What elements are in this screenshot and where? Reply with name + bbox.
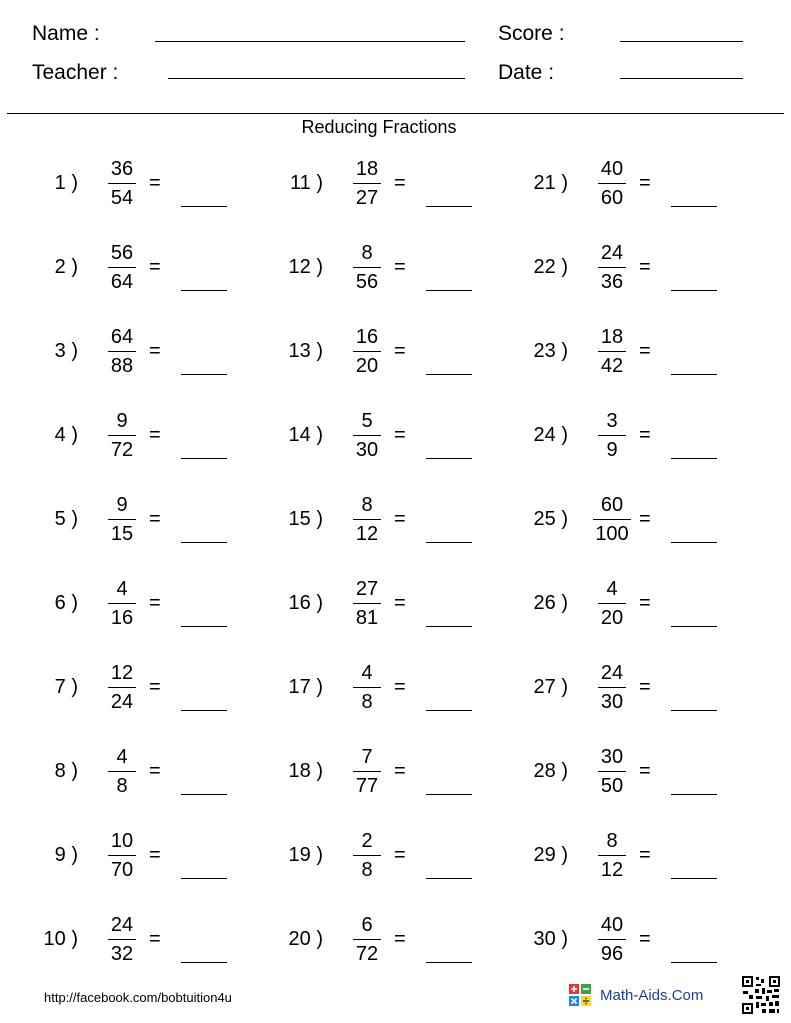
problem-item (38, 323, 258, 383)
fraction (98, 575, 146, 632)
fraction-denominator: 9 (606, 439, 618, 461)
equals-sign: = (149, 928, 161, 950)
worksheet-title: Reducing Fractions (301, 117, 457, 137)
fraction-denominator: 54 (110, 187, 134, 209)
fraction (588, 743, 636, 800)
answer-blank[interactable] (181, 458, 227, 459)
fraction-numerator: 7 (361, 746, 373, 768)
fraction-numerator: 4 (116, 746, 128, 768)
fraction-denominator: 16 (110, 607, 134, 629)
problem-number: 6 ) (54, 592, 78, 614)
equals-sign: = (639, 760, 651, 782)
problem-number: 30 ) (533, 928, 568, 950)
problem-item (528, 239, 748, 299)
answer-blank[interactable] (181, 878, 227, 879)
date-field-line[interactable] (620, 78, 743, 79)
date-label: Date : (498, 61, 555, 84)
fraction (343, 743, 391, 800)
fraction-denominator: 64 (110, 271, 134, 293)
problem-number: 15 ) (288, 508, 323, 530)
answer-blank[interactable] (181, 962, 227, 963)
problem-item (283, 239, 503, 299)
fraction-numerator: 64 (110, 326, 134, 348)
problem-number: 21 ) (533, 172, 568, 194)
fraction (588, 575, 636, 632)
answer-blank[interactable] (671, 878, 717, 879)
problem-item (283, 743, 503, 803)
fraction-denominator: 27 (355, 187, 379, 209)
fraction (98, 407, 146, 464)
footer-url[interactable]: http://facebook.com/bobtuition4u (44, 990, 232, 1005)
fraction-denominator: 81 (355, 607, 379, 629)
equals-sign: = (394, 676, 406, 698)
equals-sign: = (394, 508, 406, 530)
score-field-line[interactable] (620, 41, 743, 42)
equals-sign: = (639, 172, 651, 194)
fraction (588, 491, 636, 548)
problem-number: 4 ) (54, 424, 78, 446)
fraction-numerator: 4 (361, 662, 373, 684)
problem-item (528, 827, 748, 887)
answer-blank[interactable] (426, 542, 472, 543)
name-field-line[interactable] (155, 41, 465, 42)
answer-blank[interactable] (426, 458, 472, 459)
fraction (98, 491, 146, 548)
equals-sign: = (149, 676, 161, 698)
fraction-numerator: 18 (600, 326, 624, 348)
fraction (343, 659, 391, 716)
problem-number: 13 ) (288, 340, 323, 362)
fraction-denominator: 60 (600, 187, 624, 209)
fraction-numerator: 36 (110, 158, 134, 180)
fraction (588, 827, 636, 884)
answer-blank[interactable] (181, 794, 227, 795)
problem-item (38, 911, 258, 971)
problem-item (528, 491, 748, 551)
problem-number: 25 ) (533, 508, 568, 530)
fraction-denominator: 20 (600, 607, 624, 629)
equals-sign: = (394, 928, 406, 950)
problem-number: 27 ) (533, 676, 568, 698)
fraction-numerator: 9 (116, 410, 128, 432)
answer-blank[interactable] (181, 290, 227, 291)
problem-item (38, 155, 258, 215)
problem-item (528, 155, 748, 215)
fraction (588, 659, 636, 716)
equals-sign: = (149, 172, 161, 194)
equals-sign: = (639, 256, 651, 278)
problem-number: 29 ) (533, 844, 568, 866)
fraction (343, 491, 391, 548)
problem-item (38, 827, 258, 887)
problem-number: 1 ) (54, 172, 78, 194)
problem-number: 26 ) (533, 592, 568, 614)
fraction-denominator: 96 (600, 943, 624, 965)
fraction (98, 323, 146, 380)
answer-blank[interactable] (671, 374, 717, 375)
problem-item (283, 323, 503, 383)
qr-code-icon (741, 975, 781, 1015)
answer-blank[interactable] (671, 794, 717, 795)
fraction-numerator: 27 (355, 578, 379, 600)
answer-blank[interactable] (181, 206, 227, 207)
equals-sign: = (639, 508, 651, 530)
answer-blank[interactable] (426, 962, 472, 963)
fraction-numerator: 2 (361, 830, 373, 852)
answer-blank[interactable] (181, 374, 227, 375)
problem-item (283, 911, 503, 971)
name-label: Name : (32, 22, 100, 45)
fraction-numerator: 24 (600, 662, 624, 684)
fraction-denominator: 32 (110, 943, 134, 965)
problem-number: 10 ) (43, 928, 78, 950)
fraction-denominator: 36 (600, 271, 624, 293)
problem-number: 24 ) (533, 424, 568, 446)
fraction-denominator: 72 (110, 439, 134, 461)
problem-number: 8 ) (54, 760, 78, 782)
fraction-denominator: 8 (361, 691, 373, 713)
answer-blank[interactable] (181, 626, 227, 627)
answer-blank[interactable] (426, 290, 472, 291)
fraction (343, 239, 391, 296)
equals-sign: = (149, 256, 161, 278)
answer-blank[interactable] (426, 206, 472, 207)
problem-number: 17 ) (288, 676, 323, 698)
problem-item (528, 659, 748, 719)
fraction (343, 911, 391, 968)
equals-sign: = (394, 592, 406, 614)
fraction-denominator: 12 (600, 859, 624, 881)
fraction-denominator: 30 (355, 439, 379, 461)
fraction-numerator: 5 (361, 410, 373, 432)
fraction-denominator: 20 (355, 355, 379, 377)
fraction (588, 323, 636, 380)
equals-sign: = (394, 340, 406, 362)
problem-item (283, 407, 503, 467)
fraction-numerator: 10 (110, 830, 134, 852)
problem-number: 16 ) (288, 592, 323, 614)
problem-item (528, 323, 748, 383)
answer-blank[interactable] (671, 458, 717, 459)
problem-number: 5 ) (54, 508, 78, 530)
answer-blank[interactable] (426, 794, 472, 795)
answer-blank[interactable] (671, 542, 717, 543)
answer-blank[interactable] (426, 626, 472, 627)
problem-number: 7 ) (54, 676, 78, 698)
fraction-denominator: 15 (110, 523, 134, 545)
equals-sign: = (149, 592, 161, 614)
fraction-numerator: 8 (361, 242, 373, 264)
equals-sign: = (394, 844, 406, 866)
fraction-numerator: 56 (110, 242, 134, 264)
problem-number: 20 ) (288, 928, 323, 950)
equals-sign: = (149, 844, 161, 866)
equals-sign: = (639, 592, 651, 614)
fraction-denominator: 56 (355, 271, 379, 293)
answer-blank[interactable] (671, 206, 717, 207)
fraction-denominator: 24 (110, 691, 134, 713)
equals-sign: = (639, 844, 651, 866)
fraction-denominator: 30 (600, 691, 624, 713)
problem-item (283, 155, 503, 215)
problem-number: 14 ) (288, 424, 323, 446)
fraction-numerator: 24 (600, 242, 624, 264)
answer-blank[interactable] (671, 626, 717, 627)
problem-item (528, 575, 748, 635)
problem-item (38, 407, 258, 467)
equals-sign: = (639, 340, 651, 362)
problem-item (528, 911, 748, 971)
score-label: Score : (498, 22, 565, 45)
fraction-denominator: 8 (361, 859, 373, 881)
problem-number: 19 ) (288, 844, 323, 866)
fraction-numerator: 4 (606, 578, 618, 600)
problem-item (38, 575, 258, 635)
fraction-numerator: 4 (116, 578, 128, 600)
problem-number: 3 ) (54, 340, 78, 362)
equals-sign: = (394, 256, 406, 278)
fraction-denominator: 72 (355, 943, 379, 965)
equals-sign: = (149, 508, 161, 530)
answer-blank[interactable] (671, 962, 717, 963)
fraction-numerator: 60 (600, 494, 624, 516)
fraction-numerator: 30 (600, 746, 624, 768)
answer-blank[interactable] (426, 878, 472, 879)
problem-number: 22 ) (533, 256, 568, 278)
problem-number: 18 ) (288, 760, 323, 782)
equals-sign: = (394, 424, 406, 446)
math-aids-logo-icon (568, 983, 592, 1007)
fraction (588, 407, 636, 464)
problem-item (528, 743, 748, 803)
fraction (98, 743, 146, 800)
fraction (98, 911, 146, 968)
fraction (588, 911, 636, 968)
problem-number: 12 ) (288, 256, 323, 278)
fraction-denominator: 100 (595, 523, 629, 545)
problem-item (283, 491, 503, 551)
problem-item (38, 491, 258, 551)
fraction-numerator: 6 (361, 914, 373, 936)
problem-item (38, 239, 258, 299)
fraction-numerator: 12 (110, 662, 134, 684)
fraction (98, 827, 146, 884)
fraction-denominator: 88 (110, 355, 134, 377)
fraction (98, 239, 146, 296)
fraction (98, 155, 146, 212)
fraction (343, 575, 391, 632)
equals-sign: = (639, 424, 651, 446)
answer-blank[interactable] (181, 710, 227, 711)
equals-sign: = (394, 760, 406, 782)
teacher-field-line[interactable] (168, 78, 465, 79)
fraction-numerator: 40 (600, 158, 624, 180)
problem-item (283, 827, 503, 887)
fraction (343, 323, 391, 380)
equals-sign: = (149, 424, 161, 446)
answer-blank[interactable] (671, 710, 717, 711)
fraction-denominator: 8 (116, 775, 128, 797)
header-divider (7, 113, 784, 114)
problem-item (283, 575, 503, 635)
equals-sign: = (149, 760, 161, 782)
fraction-numerator: 3 (606, 410, 618, 432)
fraction-denominator: 50 (600, 775, 624, 797)
fraction (588, 239, 636, 296)
problem-item (283, 659, 503, 719)
problem-number: 2 ) (54, 256, 78, 278)
answer-blank[interactable] (426, 710, 472, 711)
fraction-numerator: 8 (606, 830, 618, 852)
fraction-denominator: 42 (600, 355, 624, 377)
fraction-numerator: 9 (116, 494, 128, 516)
fraction-numerator: 24 (110, 914, 134, 936)
teacher-label: Teacher : (32, 61, 119, 84)
problem-item (38, 743, 258, 803)
answer-blank[interactable] (181, 542, 227, 543)
problem-number: 28 ) (533, 760, 568, 782)
problem-item (528, 407, 748, 467)
fraction (343, 155, 391, 212)
equals-sign: = (639, 676, 651, 698)
problem-number: 9 ) (54, 844, 78, 866)
fraction (588, 155, 636, 212)
equals-sign: = (639, 928, 651, 950)
brand-name[interactable]: Math-Aids.Com (600, 987, 704, 1004)
answer-blank[interactable] (426, 374, 472, 375)
fraction (98, 659, 146, 716)
problem-number: 23 ) (533, 340, 568, 362)
problem-number: 11 ) (290, 172, 323, 194)
fraction-denominator: 77 (355, 775, 379, 797)
equals-sign: = (149, 340, 161, 362)
fraction-numerator: 18 (355, 158, 379, 180)
fraction-denominator: 70 (110, 859, 134, 881)
fraction (343, 407, 391, 464)
answer-blank[interactable] (671, 290, 717, 291)
fraction-numerator: 40 (600, 914, 624, 936)
fraction-numerator: 16 (355, 326, 379, 348)
equals-sign: = (394, 172, 406, 194)
problem-item (38, 659, 258, 719)
fraction-denominator: 12 (355, 523, 379, 545)
fraction (343, 827, 391, 884)
fraction-numerator: 8 (361, 494, 373, 516)
